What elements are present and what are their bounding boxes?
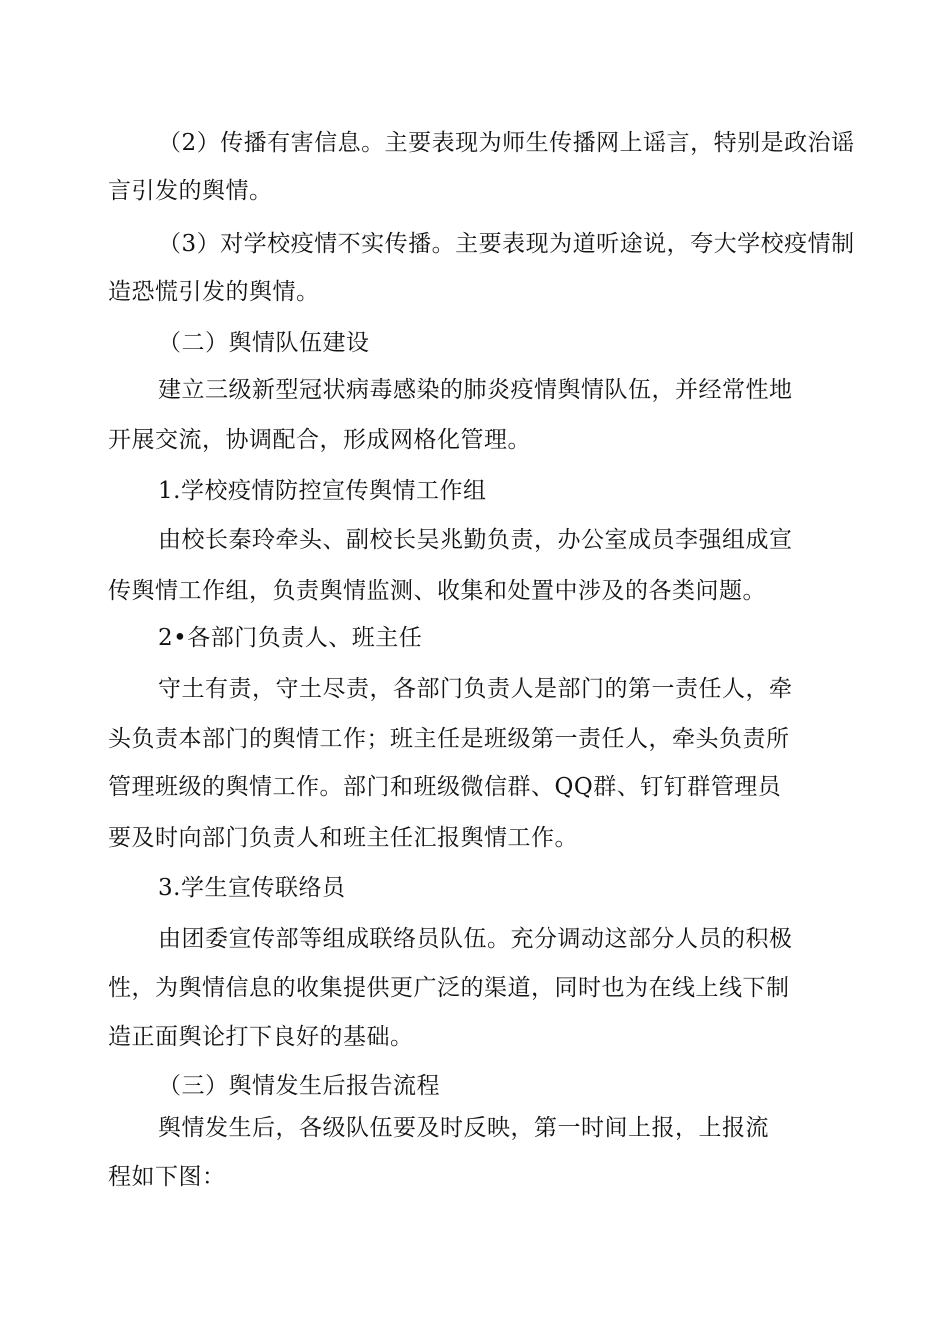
paragraph-line: 建立三级新型冠状病毒感染的肺炎疫情舆情队伍，并经常性地 <box>158 377 793 403</box>
paragraph-line: 造恐慌引发的舆情。 <box>108 279 320 305</box>
section-heading: （三）舆情发生后报告流程 <box>158 1073 440 1099</box>
paragraph-line: 性，为舆情信息的收集提供更广泛的渠道，同时也为在线上线下制 <box>108 975 790 1001</box>
paragraph-line: （3）对学校疫情不实传播。主要表现为道听途说，夸大学校疫情制 <box>158 231 855 257</box>
paragraph-line: 管理班级的舆情工作。部门和班级微信群、QQ群、钉钉群管理员 <box>108 774 782 800</box>
paragraph-line: 守土有责，守土尽责，各部门负责人是部门的第一责任人，牵 <box>158 676 793 702</box>
paragraph-line: 传舆情工作组，负责舆情监测、收集和处置中涉及的各类问题。 <box>108 578 766 604</box>
section-heading: （二）舆情队伍建设 <box>158 330 370 356</box>
paragraph-line: 由团委宣传部等组成联络员队伍。充分调动这部分人员的积极 <box>158 926 793 952</box>
paragraph-line: （2）传播有害信息。主要表现为师生传播网上谣言，特别是政治谣 <box>158 130 855 156</box>
paragraph-line: 由校长秦玲牵头、副校长吴兆勤负责，办公室成员李强组成宣 <box>158 527 793 553</box>
paragraph-line: 舆情发生后，各级队伍要及时反映，第一时间上报，上报流 <box>158 1115 769 1141</box>
paragraph-line: 言引发的舆情。 <box>108 178 273 204</box>
paragraph-line: 开展交流，协调配合，形成网格化管理。 <box>108 427 531 453</box>
paragraph-line: 程如下图： <box>108 1164 226 1190</box>
subsection-heading: 2•各部门负责人、班主任 <box>158 625 423 651</box>
paragraph-line: 头负责本部门的舆情工作；班主任是班级第一责任人，牵头负责所 <box>108 726 790 752</box>
paragraph-line: 造正面舆论打下良好的基础。 <box>108 1024 414 1050</box>
paragraph-line: 要及时向部门负责人和班主任汇报舆情工作。 <box>108 825 578 851</box>
subsection-heading: 1.学校疫情防控宣传舆情工作组 <box>158 478 487 504</box>
subsection-heading: 3.学生宣传联络员 <box>158 875 346 901</box>
